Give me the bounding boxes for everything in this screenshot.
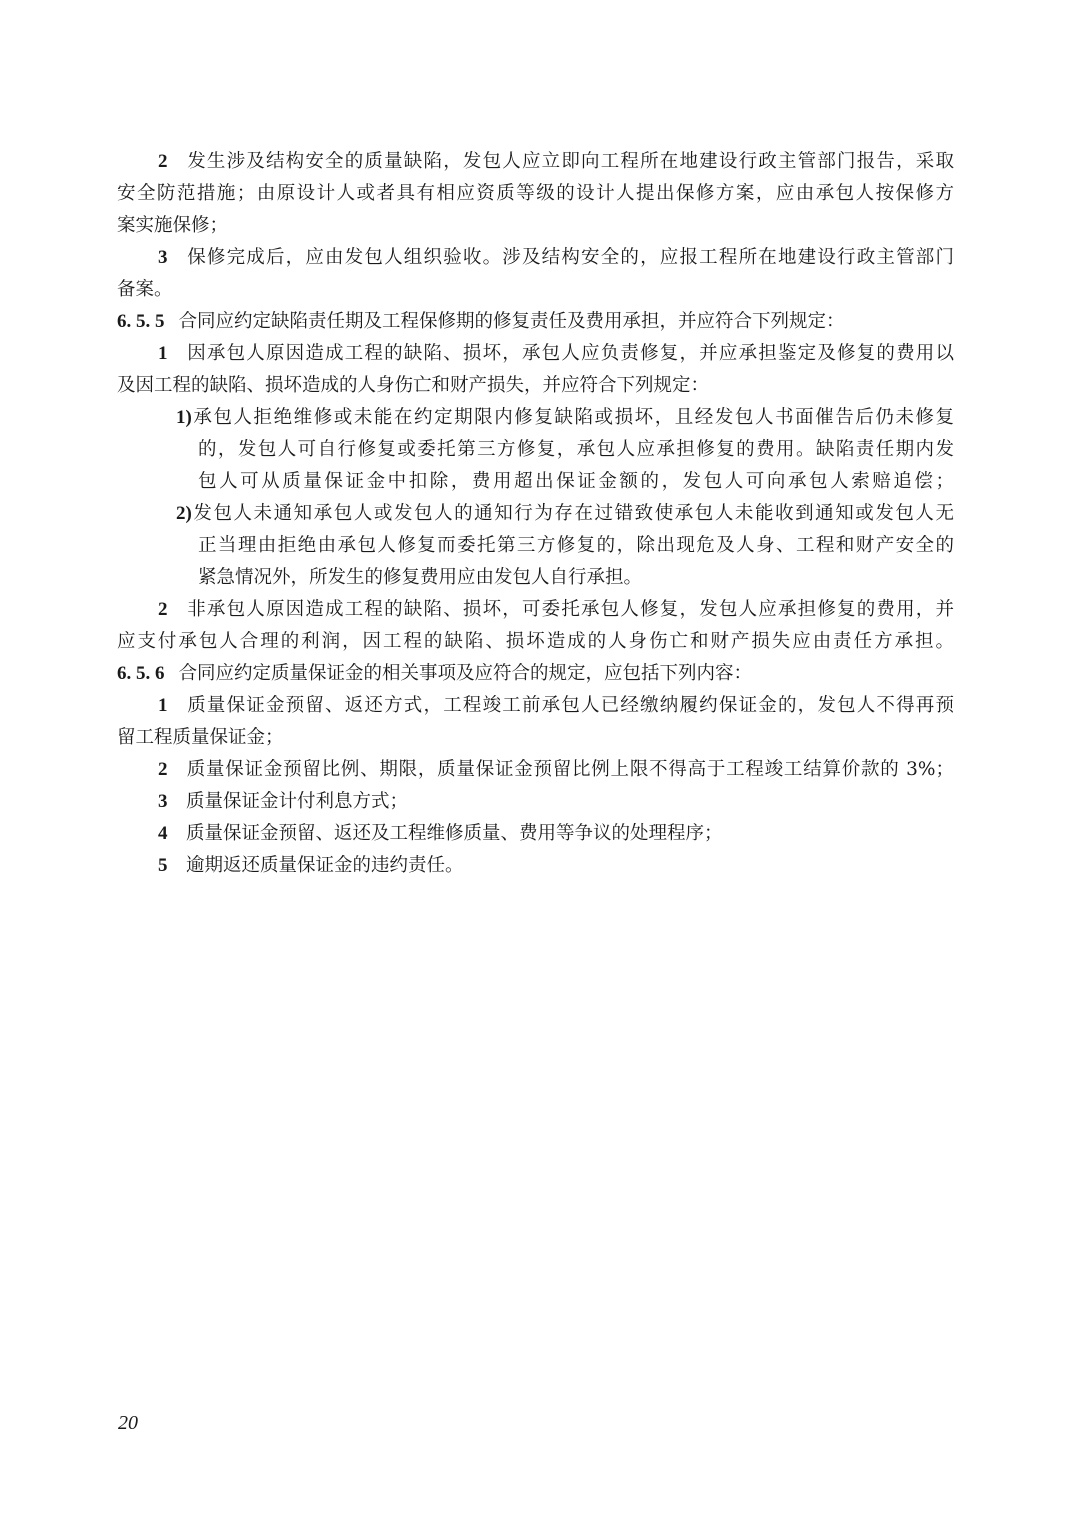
s655-item-1-line-1: 1 因承包人原因造成工程的缺陷、损坏，承包人应负责修复，并应承担鉴定及修复的费用以 [158,343,954,364]
s656-item-1-line-2: 留工程质量保证金； [117,727,284,748]
item-2-line-1: 2 发生涉及结构安全的质量缺陷，发包人应立即向工程所在地建设行政主管部门报告，采取 [158,151,954,172]
item-number: 4 [158,823,168,844]
s655-item-2-line-1: 2 非承包人原因造成工程的缺陷、损坏，可委托承包人修复，发包人应承担修复的费用，并 [158,599,954,620]
s655-sub-2-line-3: 紧急情况外，所发生的修复费用应由发包人自行承担。 [198,567,643,588]
s655-sub-1-line-2: 的，发包人可自行修复或委托第三方修复，承包人应承担修复的费用。缺陷责任期内发 [198,439,954,460]
sub-item-number: 1) [176,407,192,428]
item-number: 5 [158,855,168,876]
section-6-5-6-heading: 6. 5. 6 合同应约定质量保证金的相关事项及应符合的规定，应包括下列内容： [117,663,753,684]
s656-item-5-line-1: 5 逾期返还质量保证金的违约责任。 [158,855,464,876]
item-3-line-1: 3 保修完成后，应由发包人组织验收。涉及结构安全的，应报工程所在地建设行政主管部门 [158,247,954,268]
s655-item-2-line-2: 应支付承包人合理的利润，因工程的缺陷、损坏造成的人身伤亡和财产损失应由责任方承担。 [117,631,954,652]
sub-item-number: 2) [176,503,192,524]
s655-item-1-line-2: 及因工程的缺陷、损坏造成的人身伤亡和财产损失，并应符合下列规定： [117,375,710,396]
item-number: 3 [158,247,168,268]
item-number: 2 [158,599,168,620]
section-6-5-5-heading: 6. 5. 5 合同应约定缺陷责任期及工程保修期的修复责任及费用承担，并应符合下列规定： [117,311,845,332]
s656-item-4-line-1: 4 质量保证金预留、返还及工程维修质量、费用等争议的处理程序； [158,823,723,844]
item-2-line-2: 安全防范措施；由原设计人或者具有相应资质等级的设计人提出保修方案，应由承包人按保修方 [117,183,954,204]
item-number: 1 [158,343,168,364]
item-number: 2 [158,759,168,780]
s655-sub-1-line-1: 1)承包人拒绝维修或未能在约定期限内修复缺陷或损坏，且经发包人书面催告后仍未修复 [176,407,954,428]
section-number: 6. 5. 6 [117,663,165,684]
s656-item-2-line-1: 2 质量保证金预留比例、期限，质量保证金预留比例上限不得高于工程竣工结算价款的 3%； [158,759,954,780]
item-number: 2 [158,151,168,172]
s655-sub-1-line-3: 包人可从质量保证金中扣除，费用超出保证金额的，发包人可向承包人索赔追偿； [198,471,954,492]
s656-item-3-line-1: 3 质量保证金计付利息方式； [158,791,409,812]
section-number: 6. 5. 5 [117,311,165,332]
item-3-line-2: 备案。 [117,279,173,300]
item-number: 3 [158,791,168,812]
s655-sub-2-line-1: 2)发包人未通知承包人或发包人的通知行为存在过错致使承包人未能收到通知或发包人无 [176,503,954,524]
item-2-line-3: 案实施保修； [117,215,229,236]
item-number: 1 [158,695,168,716]
s655-sub-2-line-2: 正当理由拒绝由承包人修复而委托第三方修复的，除出现危及人身、工程和财产安全的 [198,535,954,556]
page-number: 20 [118,1412,138,1434]
s656-item-1-line-1: 1 质量保证金预留、返还方式，工程竣工前承包人已经缴纳履约保证金的，发包人不得再预 [158,695,954,716]
